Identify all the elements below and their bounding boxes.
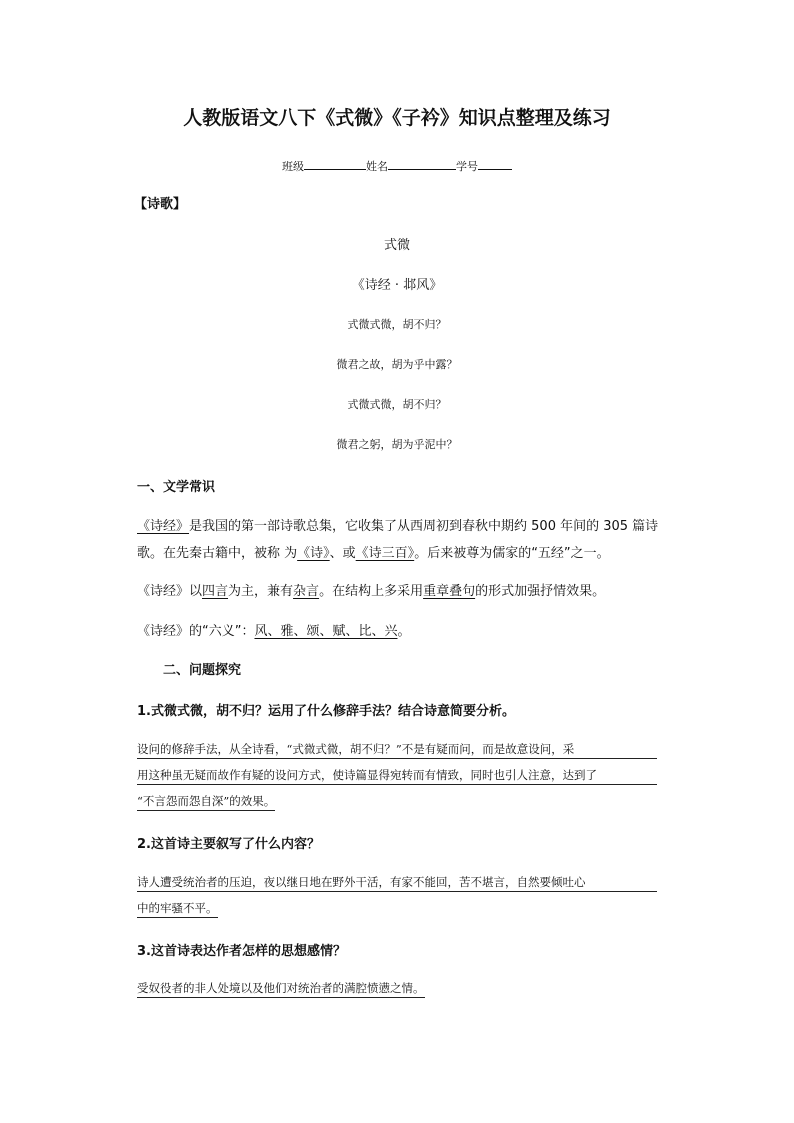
poetry-section-label: 【诗歌】 (134, 197, 187, 212)
answer-line: 中的牢骚不平。 (137, 900, 218, 918)
answer-1-end (137, 793, 275, 811)
poem-source: 《诗经 · 邶风》 (351, 278, 443, 293)
id-label: 学号 (456, 160, 478, 173)
answer-1-cont (137, 767, 657, 785)
answer-2 (137, 874, 657, 892)
text-span: 。后来被尊为儒家的“五经”之一。 (414, 546, 610, 561)
class-label: 班级 (282, 160, 304, 173)
underlined-answer: 《诗三百》 (355, 546, 415, 561)
text-span: 歌。在先秦古籍中，被称 为 (137, 546, 298, 561)
underlined-answer: 四言 (202, 584, 229, 599)
answer-2-end (137, 900, 218, 918)
text-span: 为主，兼有 (228, 584, 294, 599)
poem-title: 式微 (383, 238, 410, 253)
text-span: 。在结构上多采用 (319, 584, 424, 599)
answer-line: 诗人遭受统治者的压迫，夜以继日地在野外干活，有家不能回，苦不堪言，自然要倾吐心 (137, 874, 657, 892)
underlined-answer: 《诗经》 (137, 519, 190, 534)
literature-paragraph-2 (137, 580, 605, 599)
inquiry-heading: 二、问题探究 (163, 663, 242, 678)
page-title: 人教版语文八下《式微》《子衿》知识点整理及练习 (183, 107, 611, 129)
student-info-line (0, 158, 794, 174)
poem-line: 式微式微，胡不归？ (347, 398, 447, 411)
text-span: 的形式加强抒情效果。 (475, 584, 606, 599)
question-2: 2.这首诗主要叙写了什么内容？ (137, 837, 320, 852)
text-span: 是我国的第一部诗歌总集，它收集了从西周初到春秋中期约 500 年间的 305 篇诗 (189, 519, 659, 534)
text-span: 、或 (329, 546, 356, 561)
underlined-answer: 杂言 (293, 584, 320, 599)
underlined-answer: 重章叠句 (423, 584, 476, 599)
class-blank (304, 158, 366, 170)
answer-line: “不言怨而怨自深”的效果。 (137, 793, 275, 811)
text-span: 。 (397, 624, 411, 639)
answer-line: 受奴役者的非人处境以及他们对统治者的满腔愤懑之情。 (137, 980, 425, 998)
literature-paragraph-3 (137, 620, 411, 639)
name-label: 姓名 (366, 160, 388, 173)
text-span: 《诗经》的“六义”： (137, 624, 255, 639)
answer-3 (137, 980, 425, 998)
poem-line: 微君之躬，胡为乎泥中？ (336, 438, 458, 451)
literature-paragraph-1-line-2 (137, 542, 610, 561)
id-blank (478, 158, 512, 170)
answer-line: 设问的修辞手法，从全诗看，“式微式微，胡不归？”不是有疑而问，而是故意设问，采 (137, 741, 657, 759)
literature-heading: 一、文学常识 (137, 480, 216, 495)
text-span: 《诗经》以 (137, 584, 203, 599)
underlined-answer: 风、雅、颂、赋、比、兴 (254, 624, 398, 639)
answer-1 (137, 741, 657, 759)
question-1: 1.式微式微，胡不归？运用了什么修辞手法？结合诗意简要分析。 (137, 704, 515, 719)
poem-line: 微君之故，胡为乎中露？ (336, 358, 458, 371)
underlined-answer: 《诗》 (297, 546, 330, 561)
literature-paragraph-1-line-1 (137, 515, 658, 534)
question-3: 3.这首诗表达作者怎样的思想感情？ (137, 944, 346, 959)
answer-line: 用这种虽无疑而故作有疑的设问方式，使诗篇显得宛转而有情致，同时也引人注意，达到了 (137, 767, 657, 785)
poem-line: 式微式微，胡不归？ (347, 318, 447, 331)
name-blank (388, 158, 456, 170)
